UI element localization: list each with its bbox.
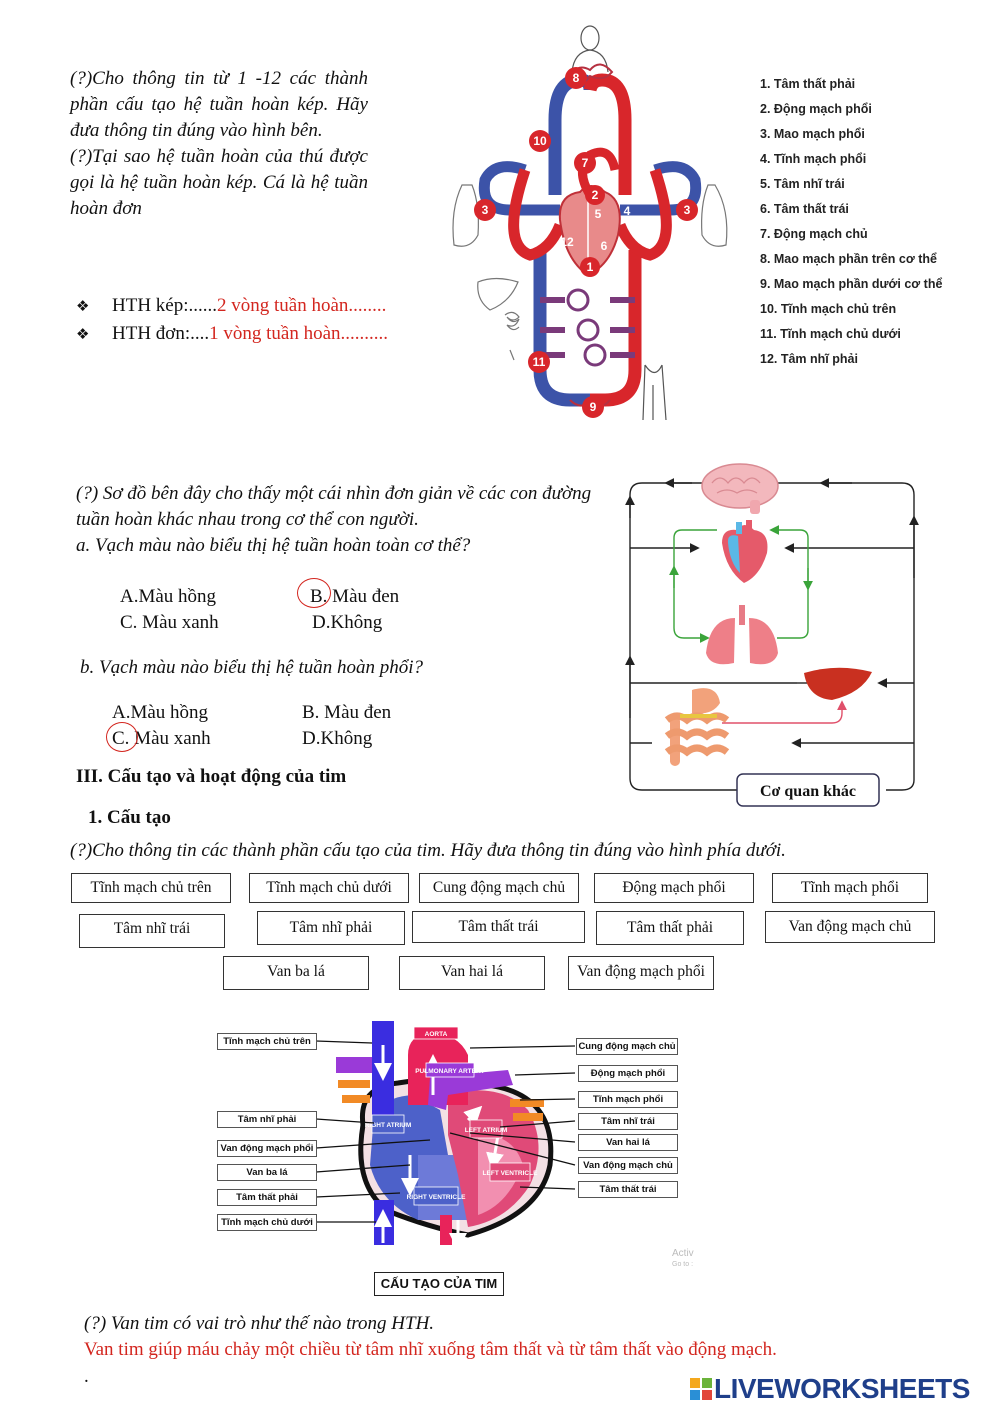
option-2a-C[interactable]: C. Màu xanh (120, 612, 219, 633)
legend-item: 10. Tĩnh mạch chủ trên (760, 302, 897, 316)
marker-3-right: 3 (683, 203, 691, 217)
word-tile[interactable]: Van ba lá (223, 956, 369, 990)
liver-icon (478, 279, 518, 311)
right-lung-icon (702, 185, 727, 246)
pathway-diagram (622, 458, 922, 808)
answer-circle-2b (106, 722, 138, 752)
label-pulmonary: PULMONARY ARTERY (415, 1068, 485, 1075)
option-2a-B[interactable]: B. Màu đen (310, 586, 400, 607)
marker-4: 4 (623, 204, 631, 218)
heart-label-left[interactable]: Tĩnh mạch chủ dưới (217, 1214, 317, 1231)
leader-lines (0, 1015, 1000, 1255)
legend-item: 1. Tâm thất phải (760, 77, 856, 91)
word-tile[interactable]: Tĩnh mạch chủ dưới (249, 873, 409, 903)
heart-icon (722, 520, 767, 583)
legend-item: 5. Tâm nhĩ trái (760, 177, 845, 191)
bullet-icon: ❖ (76, 297, 90, 315)
heart-label-left[interactable]: Van động mạch phổi (217, 1140, 317, 1157)
marker-12: 12 (560, 235, 574, 249)
label-left-ventricle: LEFT VENTRICLE (482, 1170, 538, 1177)
word-tile[interactable]: Tâm nhĩ trái (79, 914, 225, 948)
marker-5: 5 (594, 207, 602, 221)
word-tile[interactable]: Tĩnh mạch phổi (772, 873, 928, 903)
heart-label-right[interactable]: Van hai lá (578, 1134, 678, 1151)
marker-7: 7 (581, 156, 589, 170)
marker-9: 9 (589, 400, 597, 414)
word-tile[interactable]: Tâm thất phải (596, 911, 744, 945)
heart-label-left[interactable]: Tĩnh mạch chủ trên (217, 1033, 317, 1050)
answer-circle-2a (297, 578, 331, 608)
activate-note: Activ Go to : (672, 1248, 694, 1268)
diagram-legend (760, 72, 942, 372)
option-2b-B[interactable]: B. Màu đen (302, 702, 392, 723)
liveworksheets-watermark: LIVEWORKSHEETS (690, 1373, 970, 1405)
left-lung-icon (453, 185, 478, 246)
word-tile[interactable]: Tĩnh mạch chủ trên (71, 873, 231, 903)
heart-label-right[interactable]: Cung động mạch chủ (576, 1038, 678, 1055)
label-aorta: AORTA (424, 1031, 448, 1038)
marker-10: 10 (533, 134, 547, 148)
answer-single[interactable]: 1 vòng tuần hoàn.......... (209, 323, 389, 344)
word-tile[interactable]: Van hai lá (399, 956, 545, 990)
intestine-icon (505, 312, 519, 360)
legend-item: 3. Mao mạch phổi (760, 127, 865, 141)
legend-item: 9. Mao mạch phần dưới cơ thể (760, 277, 943, 291)
other-organs-label: Cơ quan khác (759, 783, 857, 800)
option-2b-C[interactable]: C. Màu xanh (112, 728, 211, 749)
word-tile[interactable]: Tâm thất trái (412, 911, 585, 943)
bullet-icon: ❖ (76, 325, 90, 343)
word-tile[interactable]: Van động mạch phổi (568, 956, 714, 990)
legend-item: 4. Tĩnh mạch phổi (760, 152, 867, 166)
question-2b: b. Vạch màu nào biểu thị hệ tuần hoàn phổi? (80, 657, 424, 678)
marker-2: 2 (591, 188, 599, 202)
option-2b-D[interactable]: D.Không (302, 728, 373, 749)
human-lower-icon (643, 365, 666, 420)
intestine-icon (667, 688, 727, 766)
question-2-intro: (?) Sơ đồ bên đây cho thấy một cái nhìn đơn giản về các con đường tuần hoàn khác nhau trong cơ thể con người. (76, 483, 592, 530)
liveworksheets-logo-icon (690, 1375, 712, 1397)
bullet-list (76, 292, 388, 348)
heart-label-left[interactable]: Van ba lá (217, 1164, 317, 1181)
section-subheading: 1. Cấu tạo (88, 807, 171, 828)
marker-3-left: 3 (481, 203, 489, 217)
heart-label-left[interactable]: Tâm thất phải (217, 1189, 317, 1206)
brain-icon (702, 464, 778, 514)
word-tile[interactable]: Cung động mạch chủ (419, 873, 579, 903)
heart-instruction: (?)Cho thông tin các thành phần cấu tạo của tim. Hãy đưa thông tin đúng vào hình phía dưới. (70, 840, 786, 861)
heart-label-left[interactable]: Tâm nhĩ phải (217, 1111, 317, 1128)
heart-label-right[interactable]: Tâm thất trái (578, 1181, 678, 1198)
question-1-text (70, 66, 368, 222)
word-tile[interactable]: Tâm nhĩ phải (257, 911, 405, 945)
bullet-single-circulation: ❖ HTH đơn:....1 vòng tuần hoàn.......... (76, 320, 388, 348)
legend-item: 6. Tâm thất trái (760, 202, 849, 216)
trailing-dot: . (84, 1366, 89, 1387)
heart-label-right[interactable]: Tâm nhĩ trái (578, 1113, 678, 1130)
liver-icon (804, 668, 872, 700)
word-tile[interactable]: Động mạch phổi (594, 873, 754, 903)
legend-item: 7. Động mạch chủ (760, 227, 868, 241)
marker-6: 6 (600, 239, 608, 253)
option-2b-A[interactable]: A.Màu hồng (112, 702, 209, 723)
lungs-icon (706, 605, 778, 664)
heart-caption: CẤU TẠO CỦA TIM (374, 1272, 504, 1296)
marker-8: 8 (572, 71, 580, 85)
word-tile[interactable]: Van động mạch chủ (765, 911, 935, 943)
valve-answer[interactable]: Van tim giúp máu chảy một chiều từ tâm nhĩ xuống tâm thất và từ tâm thất vào động mạch. (84, 1339, 777, 1360)
legend-item: 12. Tâm nhĩ phải (760, 352, 858, 366)
circulatory-diagram (440, 20, 755, 430)
legend-item: 11. Tĩnh mạch chủ dưới (760, 327, 901, 341)
legend-item: 8. Mao mạch phần trên cơ thể (760, 252, 937, 266)
option-2a-A[interactable]: A.Màu hồng (120, 586, 217, 607)
question-2a: a. Vạch màu nào biểu thị hệ tuần hoàn toàn cơ thể? (76, 535, 471, 556)
question-1-line2: (?)Tại sao hệ tuần hoàn của thú được gọi là hệ tuần hoàn kép. Cá là hệ tuần hoàn đơn (70, 146, 368, 219)
legend-item: 2. Động mạch phổi (760, 102, 872, 116)
question-2-text (76, 481, 606, 559)
label-right-atrium: RIGHT ATRIUM (364, 1122, 412, 1129)
marker-11: 11 (532, 355, 546, 369)
answer-double[interactable]: 2 vòng tuần hoàn........ (217, 295, 387, 316)
valve-question: (?) Van tim có vai trò như thế nào trong HTH. (84, 1313, 435, 1334)
section-heading: III. Cấu tạo và hoạt động của tim (76, 766, 347, 787)
heart-label-right[interactable]: Van động mạch chủ (578, 1157, 678, 1174)
question-1-line1: (?)Cho thông tin từ 1 -12 các thành phần cấu tạo hệ tuần hoàn kép. Hãy đưa thông tin đúng vào hình bên. (70, 68, 368, 141)
label-right-ventricle: RIGHT VENTRICLE (406, 1194, 466, 1201)
heart-label-right[interactable]: Động mạch phổi (578, 1065, 678, 1082)
bullet-double-circulation: ❖ HTH kép:......2 vòng tuần hoàn........ (76, 292, 388, 320)
label-left-atrium: LEFT ATRIUM (464, 1127, 508, 1134)
marker-1: 1 (586, 260, 594, 274)
option-2a-D[interactable]: D.Không (312, 612, 383, 633)
heart-label-right[interactable]: Tĩnh mạch phổi (578, 1091, 678, 1108)
